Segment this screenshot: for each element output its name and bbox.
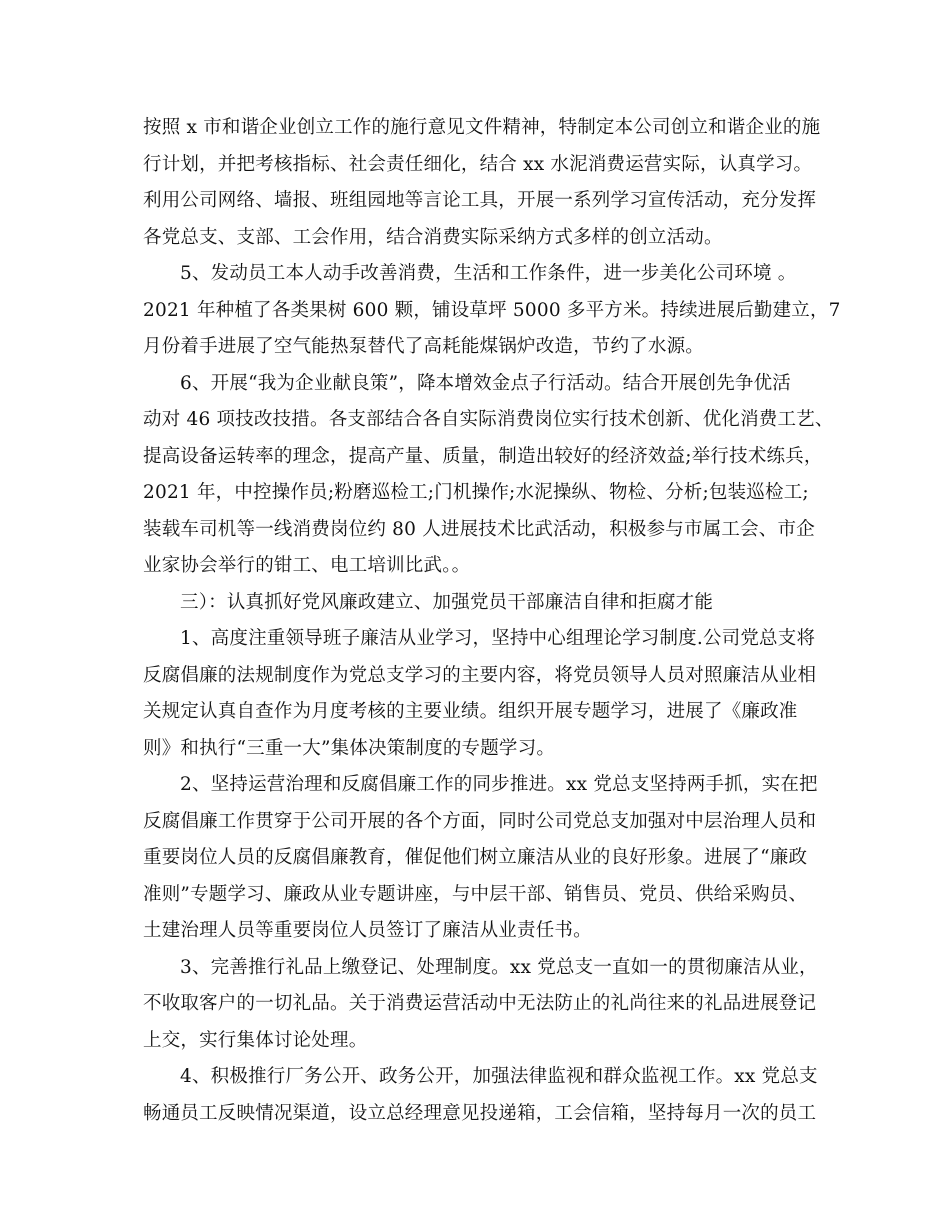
document-body	[143, 110, 843, 1132]
text-line: 利用公司网络、墙报、班组园地等言论工具，开展一系列学习宣传活动，充分发挥	[143, 190, 817, 211]
text-line: 3、完善推行礼品上缴登记、处理制度。xx 党总支一直如一的贯彻廉洁从业，	[180, 956, 818, 978]
text-line: 月份着手进展了空气能热泵替代了高耗能煤锅炉改造，节约了水源。	[143, 336, 705, 357]
text-line: 提高设备运转率的理念，提高产量、质量，制造出较好的经济效益;举行技术练兵，	[143, 445, 823, 467]
text-line: 2021 年种植了各类果树 600 颗，铺设草坪 5000 多平方米。持续进展后勤建立，7	[143, 299, 841, 321]
text-line: 按照 x 市和谐企业创立工作的施行意见文件精神，特制定本公司创立和谐企业的施	[143, 117, 821, 138]
text-line: 业家协会举行的钳工、电工培训比武。。	[143, 555, 471, 576]
text-line: 2、坚持运营治理和反腐倡廉工作的同步推进。xx 党总支坚持两手抓，实在把	[180, 774, 818, 795]
text-line: 则》和执行“三重一大”集体决策制度的专题学习。	[143, 737, 556, 759]
text-line: 5、发动员工本人动手改善消费，生活和工作条件，进一步美化公司环境 。	[180, 263, 797, 284]
text-line: 反腐倡廉的法规制度作为党总支学习的主要内容，将党员领导人员对照廉洁从业相	[143, 664, 817, 686]
text-line: 畅通员工反映情况渠道，设立总经理意见投递箱，工会信箱，坚持每月一次的员工	[143, 1102, 817, 1124]
text-line: 1、高度注重领导班子廉洁从业学习，坚持中心组理论学习制度.公司党总支将	[180, 628, 816, 649]
text-line: 反腐倡廉工作贯穿于公司开展的各个方面，同时公司党总支加强对中层治理人员和	[143, 810, 817, 832]
text-line: 行计划，并把考核指标、社会责任细化，结合 xx 水泥消费运营实际，认真学习。	[143, 153, 813, 175]
text-line: 关规定认真自查作为月度考核的主要业绩。组织开展专题学习，进展了《廉政准	[143, 701, 798, 722]
text-line: 土建治理人员等重要岗位人员签订了廉洁从业责任书。	[143, 920, 592, 941]
text-line: 6、开展“我为企业献良策”，降本增效金点子行活动。结合开展创先争优活	[180, 372, 791, 394]
text-line: 三）：认真抓好党风廉政建立、加强党员干部廉洁自律和拒腐才能	[180, 591, 714, 613]
text-line: 动对 46 项技改技措。各支部结合各自实际消费岗位实行技术创新、优化消费工艺、	[143, 409, 834, 430]
text-line: 重要岗位人员的反腐倡廉教育，催促他们树立廉洁从业的良好形象。进展了“廉政	[143, 847, 808, 868]
text-line: 不收取客户的一切礼品。关于消费运营活动中无法防止的礼尚往来的礼品进展登记	[143, 993, 817, 1014]
text-line: 准则”专题学习、廉政从业专题讲座，与中层干部、销售员、党员、供给采购员、	[143, 883, 808, 905]
text-line: 各党总支、支部、工会作用，结合消费实际采纳方式多样的创立活动。	[143, 226, 723, 248]
text-line: 上交，实行集体讨论处理。	[143, 1029, 368, 1051]
text-line: 装载车司机等一线消费岗位约 80 人进展技术比武活动，积极参与市属工会、市企	[143, 518, 815, 540]
text-line: 2021 年，中控操作员;粉磨巡检工;门机操作;水泥操纵、物检、分析;包装巡检工;	[143, 482, 809, 503]
text-line: 4、积极推行厂务公开、政务公开，加强法律监视和群众监视工作。xx 党总支	[180, 1066, 818, 1087]
